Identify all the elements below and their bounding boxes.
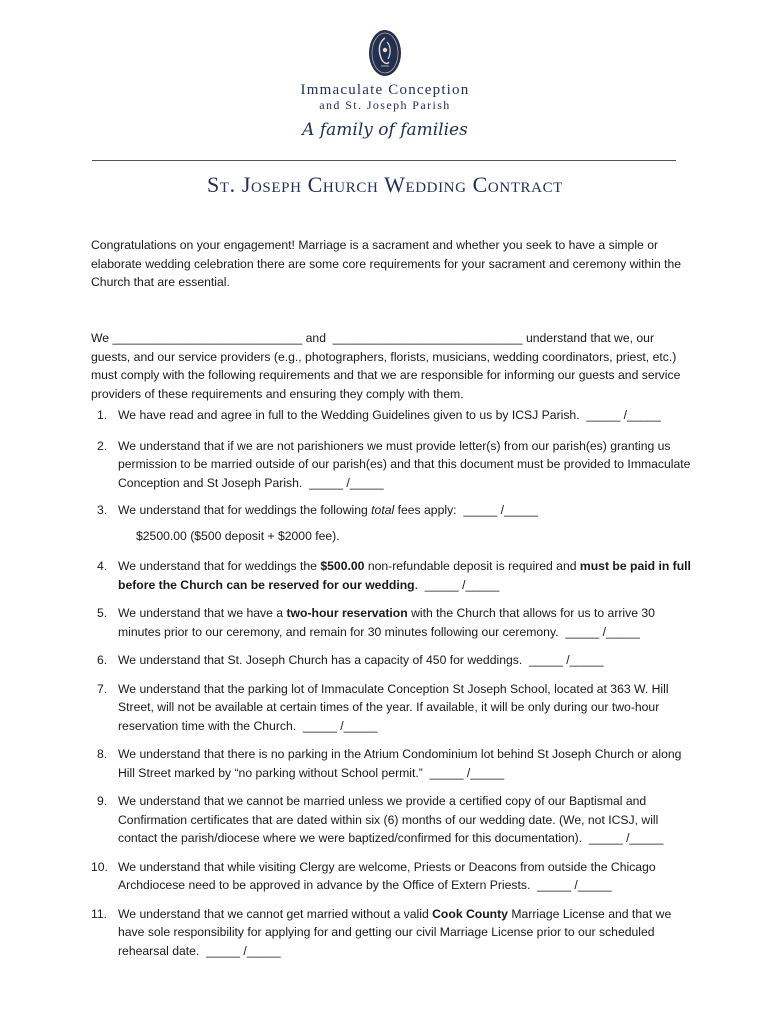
fee-amount: $2500.00 ($500 deposit + $2000 fee). — [136, 528, 340, 543]
list-item: 11. We understand that we cannot get married without a valid Cook County Marriage License and that we have sole responsibility for applying for and getting our civil Marriage License prior to our scheduled rehearsal date. _____ /_____ — [91, 906, 672, 958]
initials-blank[interactable]: _____ /_____ — [537, 878, 612, 892]
list-item: 5. We understand that we have a two-hour reservation with the Church that allows for us to arrive 30 minutes prior to our ceremony, and remain for 30 minutes following our ceremony. _____ /_____ — [97, 606, 655, 639]
list-item: 9. We understand that we cannot be married unless we provide a certified copy of our Baptismal and Confirmation certificates that are dated within six (6) months of our wedding date. (We, not ICSJ, will contact the parish/diocese where we were baptized/confirmed for this documentation). _____ /_____ — [97, 794, 664, 845]
org-name-line2: and St. Joseph Parish — [319, 98, 451, 112]
initials-blank[interactable]: _____ /_____ — [424, 577, 500, 592]
list-item: 6. We understand that St. Joseph Church has a capacity of 450 for weddings. _____ /_____ — [97, 653, 604, 667]
initials-blank[interactable]: _____ /_____ — [529, 653, 604, 667]
initials-blank[interactable]: _____ /_____ — [302, 718, 378, 733]
list-item: 1. We have read and agree in full to the Wedding Guidelines given to us by ICSJ Parish. _____ /_____ — [97, 408, 661, 422]
agreement-text: understand that we, our guests, and our service providers (e.g., photographers, florists, musicians, wedding coordinators, priest, etc.) must comply with the following requirements and that we are responsible for informing our guests and service providers of these requirements and ensuring they comply with them. — [91, 331, 681, 401]
org-name-line1: Immaculate Conception — [300, 82, 470, 98]
partner1-name-blank[interactable]: ____________________________ — [112, 331, 303, 345]
header-divider — [92, 160, 676, 161]
initials-blank[interactable]: _____ /_____ — [463, 503, 538, 517]
parish-logo — [0, 28, 770, 140]
list-item: 4. We understand that for weddings the $500.00 non-refundable deposit is required and must be paid in full before the Church can be reserved for our wedding. _____ /_____ — [97, 559, 691, 592]
initials-blank[interactable]: _____ /_____ — [588, 831, 664, 845]
tagline: A family of families — [302, 120, 468, 140]
agreement-paragraph — [91, 329, 691, 403]
partner2-name-blank[interactable]: ____________________________ — [332, 331, 523, 345]
initials-blank[interactable]: _____ /_____ — [429, 765, 505, 780]
agreement-we: We — [91, 331, 110, 345]
page-title: St. Joseph Church Wedding Contract — [207, 172, 563, 197]
initials-blank[interactable]: _____ /_____ — [565, 624, 640, 639]
initials-blank[interactable]: _____ /_____ — [586, 408, 661, 422]
intro-paragraph: Congratulations on your engagement! Marriage is a sacrament and whether you seek to have a simple or elaborate wedding celebration there are some core requirements for your sacrament and ceremony within the Church that are essential. — [91, 238, 682, 289]
list-item: 2. We understand that if we are not parishioners we must provide letter(s) from our parish(es) granting us permission to be married outside of our parish(es) and that this document must be provided to Immaculate Conception and St Joseph Parish. _____ /_____ — [97, 438, 691, 490]
initials-blank[interactable]: _____ /_____ — [309, 475, 384, 490]
list-item: 8. We understand that there is no parking in the Atrium Condominium lot behind St Joseph Church or along Hill Street marked by “no parking without School permit.” _____ /_____ — [97, 747, 682, 780]
church-emblem-icon — [367, 28, 403, 78]
list-item: 3. We understand that for weddings the following total fees apply: _____ /_____ $2500.00 ($500 deposit + $2000 fee). — [91, 501, 691, 545]
list-item: 10. We understand that while visiting Clergy are welcome, Priests or Deacons from outside the Chicago Archdiocese need to be approved in advance by the Office of Extern Priests. _____ /_____ — [91, 859, 656, 892]
list-item: 7. We understand that the parking lot of Immaculate Conception St Joseph School, located at 363 W. Hill Street, will not be available at certain times of the year. If available, it will be only during our two-hour reservation time with the Church. _____ /_____ — [97, 681, 669, 733]
initials-blank[interactable]: _____ /_____ — [206, 943, 281, 958]
agreement-and: and — [305, 331, 326, 345]
requirements-list — [91, 406, 691, 960]
